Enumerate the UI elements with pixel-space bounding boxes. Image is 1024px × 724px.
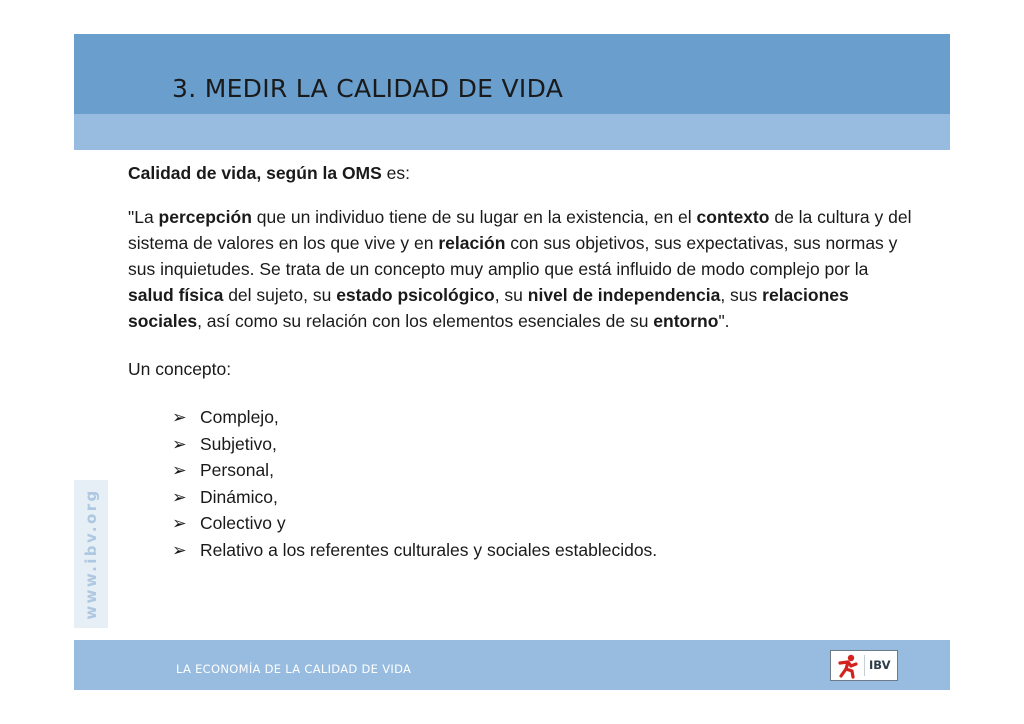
- quote-text: , así como su relación con los elementos esenciales de su: [197, 311, 654, 331]
- list-item: [172, 457, 918, 484]
- quote-bold: relaciones sociales: [128, 285, 849, 331]
- logo-divider: [864, 655, 865, 676]
- header-band: [74, 34, 950, 114]
- quote-bold: nivel de independencia: [527, 285, 721, 305]
- intro-bold: Calidad de vida, según la OMS: [128, 163, 382, 183]
- arrow-bullet-icon: ➢: [172, 433, 187, 454]
- quote-text: que un individuo tiene de su lugar en la existencia, en el: [251, 207, 697, 227]
- arrow-bullet-icon: ➢: [172, 486, 187, 507]
- bullet-text: Subjetivo,: [200, 433, 277, 454]
- watermark-url: www.ibv.org: [82, 488, 100, 620]
- list-item: [172, 431, 918, 458]
- concept-label: Un concepto:: [128, 359, 232, 379]
- quote-bold: estado psicológico: [336, 285, 495, 305]
- quote-text: de la cultura y del sistema de valores en los que vive y en: [128, 207, 912, 253]
- intro-paragraph: [128, 160, 918, 186]
- arrow-bullet-icon: ➢: [172, 460, 187, 480]
- arrow-bullet-icon: ➢: [172, 539, 187, 560]
- list-item: [172, 484, 918, 511]
- bullet-text: Colectivo y: [200, 513, 286, 533]
- list-item: [172, 404, 918, 431]
- concept-bullet-list: [128, 404, 918, 563]
- quote-bold: percepción: [158, 207, 252, 227]
- bullet-text: Complejo,: [200, 407, 279, 427]
- slide: [74, 34, 950, 690]
- ibv-logo: [830, 650, 898, 681]
- sidebar-watermark: [74, 480, 108, 628]
- bullet-text: Personal,: [200, 460, 274, 480]
- header-strip: [74, 114, 950, 150]
- quote-text: del sujeto, su: [223, 285, 337, 305]
- quote-text: "La: [128, 207, 159, 227]
- logo-text: IBV: [869, 658, 891, 672]
- list-item: [172, 510, 918, 537]
- footer-band: [74, 640, 950, 690]
- arrow-bullet-icon: ➢: [172, 513, 187, 533]
- quote-text: , su: [494, 285, 528, 305]
- quote-bold: contexto: [696, 207, 770, 227]
- page-title: 3. MEDIR LA CALIDAD DE VIDA: [172, 74, 564, 103]
- quote-bold: relación: [438, 233, 506, 253]
- slide-content: [128, 160, 918, 563]
- footer-title: LA ECONOMÍA DE LA CALIDAD DE VIDA: [176, 662, 412, 676]
- bullet-text: Dinámico,: [200, 486, 278, 507]
- quote-text: , sus: [720, 285, 763, 305]
- intro-rest: es:: [381, 163, 411, 183]
- list-item: [172, 537, 918, 564]
- quote-bold: entorno: [653, 311, 719, 331]
- quote-bold: salud física: [128, 285, 224, 305]
- running-figure-icon: [834, 653, 862, 679]
- quote-text: ".: [718, 311, 730, 331]
- oms-definition-quote: [128, 204, 918, 334]
- bullet-text: Relativo a los referentes culturales y sociales establecidos.: [200, 539, 658, 560]
- quote-text: con sus objetivos, sus expectativas, sus normas y sus inquietudes. Se trata de un concepto muy amplio que está influido de modo complejo por la: [128, 233, 898, 279]
- arrow-bullet-icon: ➢: [172, 407, 187, 427]
